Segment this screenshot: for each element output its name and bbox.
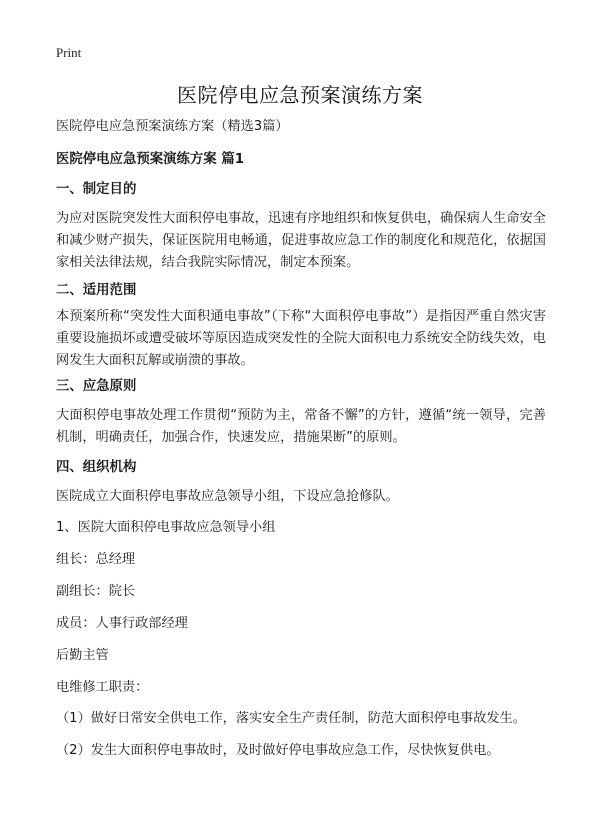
- print-label[interactable]: Print: [56, 45, 82, 60]
- list-item-members: 成员：人事行政部经理: [56, 616, 188, 631]
- list-item-leadership-group: 1、医院大面积停电事故应急领导小组: [56, 520, 276, 535]
- paragraph-purpose: 为应对医院突发性大面积停电事故，迅速有序地组织和恢复供电，确保病人生命安全和减少财产损失，保证医院用电畅通，促进事故应急工作的制度化和规范化，依据国家相关法律法规，结合我院实际情况，制定本预案。: [56, 211, 546, 270]
- list-item-logistics: 后勤主管: [56, 648, 109, 663]
- list-item-duties-heading: 电维修工职责：: [56, 680, 149, 695]
- paragraph-principles: 大面积停电事故处理工作贯彻“预防为主，常备不懈”的方针，遵循“统一领导，完善机制，明确责任，加强合作，快速发应，措施果断”的原则。: [56, 408, 546, 445]
- paragraph-organization: 医院成立大面积停电事故应急领导小组，下设应急抢修队。: [56, 489, 399, 504]
- heading-principles: 三、应急原则: [56, 379, 137, 394]
- heading-purpose: 一、制定目的: [56, 182, 137, 197]
- list-item-duty-1: （1）做好日常安全供电工作，落实安全生产责任制，防范大面积停电事故发生。: [56, 711, 526, 726]
- list-item-leader: 组长：总经理: [56, 552, 136, 567]
- heading-scope: 二、适用范围: [56, 283, 137, 298]
- document-subtitle: 医院停电应急预案演练方案（精选3篇）: [56, 119, 289, 134]
- list-item-duty-2: （2）发生大面积停电事故时，及时做好停电事故应急工作，尽快恢复供电。: [56, 743, 500, 758]
- document-title: 医院停电应急预案演练方案: [177, 83, 423, 107]
- heading-organization: 四、组织机构: [56, 460, 137, 475]
- section-title: 医院停电应急预案演练方案 篇1: [56, 152, 245, 167]
- list-item-deputy-leader: 副组长：院长: [56, 584, 136, 599]
- paragraph-scope: 本预案所称“突发性大面积通电事故”（下称“大面积停电事故”）是指因严重自然灾害重要设施损坏或遭受破坏等原因造成突发性的全院大面积电力系统安全防线失效，电网发生大面积瓦解或崩溃的事故。: [56, 309, 546, 368]
